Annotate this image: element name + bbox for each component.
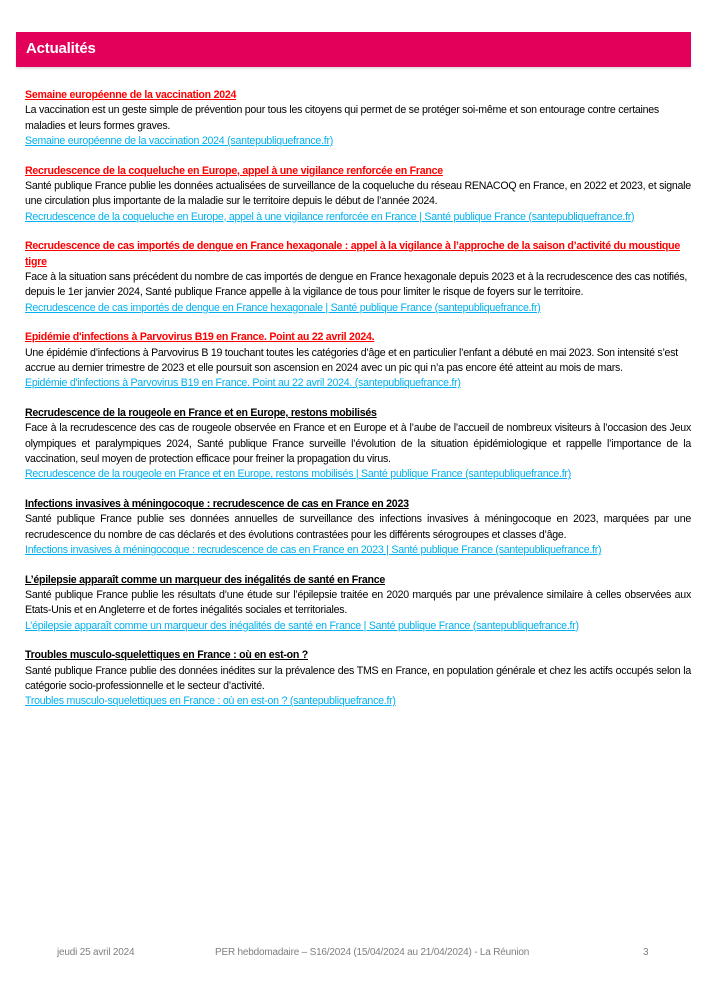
news-list xyxy=(25,88,691,724)
news-title: Epidémie d'infections à Parvovirus B19 en France. Point au 22 avril 2024. xyxy=(25,331,375,344)
news-body: Santé publique France publie ses données annuelles de surveillance des infections invasives à méningocoque en 2023, marquées par une recrudescence du nombre de cas déclarés et des évolutions contrastées pour les différents sérogroupes et classes d’âge. xyxy=(25,513,691,541)
news-item-rougeole xyxy=(25,406,691,482)
news-title: L’épilepsie apparaît comme un marqueur des inégalités de santé en France xyxy=(25,573,385,586)
footer-report-title: PER hebdomadaire – S16/2024 (15/04/2024 au 21/04/2024) - La Réunion xyxy=(215,947,530,958)
news-link[interactable]: Epidémie d'infections à Parvovirus B19 en France. Point au 22 avril 2024. (santepubliquefrance.fr) xyxy=(25,377,461,390)
page-number: 3 xyxy=(643,947,649,958)
news-title: Infections invasives à méningocoque : recrudescence de cas en France en 2023 xyxy=(25,498,409,511)
news-link[interactable]: L’épilepsie apparaît comme un marqueur des inégalités de santé en France | Santé publique France (santepubliquefrance.fr) xyxy=(25,619,579,632)
news-title: Recrudescence de la coqueluche en Europe, appel à une vigilance renforcée en France xyxy=(25,164,443,177)
news-body: La vaccination est un geste simple de prévention pour tous les citoyens qui permet de se protéger soi-même et son entourage contre certaines maladies et leurs formes graves. xyxy=(25,104,659,132)
footer-date: jeudi 25 avril 2024 xyxy=(57,947,135,958)
news-body: Une épidémie d’infections à Parvovirus B 19 touchant toutes les catégories d’âge et en particulier l’enfant a débuté en mai 2023. Son intensité s’est accrue au dernier trimestre de 2023 et elle poursuit son ascension en 2024 avec un pic qui n’a pas encore été atteint au mois de mars. xyxy=(25,346,678,374)
news-item-meningocoque xyxy=(25,497,691,558)
news-title: Troubles musculo-squelettiques en France : où en est-on ? xyxy=(25,649,309,662)
news-title: Recrudescence de la rougeole en France et en Europe, restons mobilisés xyxy=(25,407,377,420)
news-link[interactable]: Recrudescence de cas importés de dengue en France hexagonale | Santé publique France (santepubliquefrance.fr) xyxy=(25,301,541,314)
news-body: Santé publique France publie les données actualisées de surveillance de la coqueluche du réseau RENACOQ en France, en 2022 et 2023, et signale une circulation plus importante de la maladie sur le territoire depuis le début de l’année 2024. xyxy=(25,179,691,208)
news-item-epilepsie xyxy=(25,573,691,634)
news-body: Face à la situation sans précédent du nombre de cas importés de dengue en France hexagonale depuis 2023 et à la recrudescence des cas notifiés, depuis le 1er janvier 2024, Santé publique France appelle à la vigilance de tous pour limiter le risque de foyers sur le territoire. xyxy=(25,270,688,299)
news-item-tms xyxy=(25,648,691,709)
news-body: Santé publique France publie les résultats d’une étude sur l’épilepsie traitée en 2020 marqués par une prévalence similaire à celles observées aux Etats-Unis et en Angleterre et de fortes inégalités sociales et territoriales. xyxy=(25,589,691,617)
news-link[interactable]: Semaine européenne de la vaccination 2024 (santepubliquefrance.fr) xyxy=(25,134,334,147)
news-title: Recrudescence de cas importés de dengue en France hexagonale : appel à la vigilance à l’approche de la saison d’activité du moustique tigre xyxy=(25,240,680,268)
news-item-dengue xyxy=(25,239,691,315)
news-item-coqueluche xyxy=(25,164,691,225)
news-link[interactable]: Infections invasives à méningocoque : recrudescence de cas en France en 2023 | Santé publique France (santepubliquefrance.fr) xyxy=(25,543,602,556)
section-title: Actualités xyxy=(26,40,96,57)
section-header-bar xyxy=(16,32,691,67)
news-link[interactable]: Recrudescence de la rougeole en France et en Europe, restons mobilisés | Santé publique France (santepubliquefrance.fr) xyxy=(25,468,571,481)
news-link[interactable]: Troubles musculo-squelettiques en France : où en est-on ? (santepubliquefrance.fr) xyxy=(25,695,396,708)
page-footer xyxy=(0,947,707,963)
news-item-parvovirus xyxy=(25,330,691,391)
news-body: Santé publique France publie des données inédites sur la prévalence des TMS en France, en population générale et chez les actifs occupés selon la catégorie socio-professionnelle et le secteur d’activité. xyxy=(25,664,691,692)
news-body: Face à la recrudescence des cas de rougeole observée en France et en Europe et à l’aube de l’accueil de nombreux visiteurs à l’occasion des Jeux olympiques et paralympiques 2024, Santé publique France surveille l’évolution de la situation épidémiologique et rappelle l’importance de la vaccination, seul moyen de protection efficace pour freiner la propagation du virus. xyxy=(25,422,691,465)
news-item-vaccination-week xyxy=(25,88,691,149)
news-link[interactable]: Recrudescence de la coqueluche en Europe, appel à une vigilance renforcée en France | Santé publique France (santepubliquefrance.fr) xyxy=(25,210,635,223)
news-title: Semaine européenne de la vaccination 2024 xyxy=(25,89,237,101)
